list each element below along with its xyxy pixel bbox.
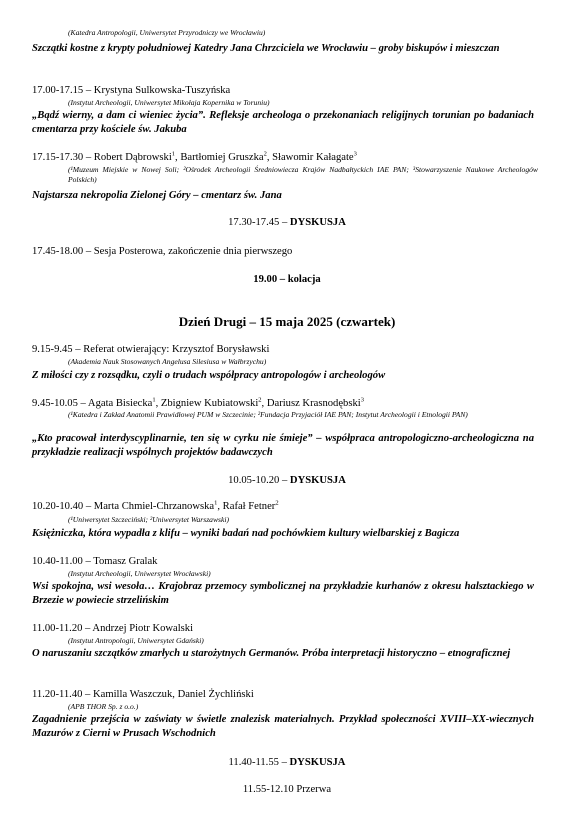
time-range: 10.05-10.20 – (228, 475, 290, 486)
time-range: 9.45-10.05 – (32, 398, 88, 409)
author: Agata Bisiecka (87, 398, 153, 409)
affiliation: (¹Katedra i Zakład Anatomii Prawidłowej PUM w Szczecinie; ²Fundacja Przyjaciół IAE PAN; Instytut Archeologii i Etnologii PAN) (68, 410, 468, 419)
author: , Dariusz Krasnodębski (261, 398, 361, 409)
day-heading: Dzień Drugi – 15 maja 2025 (czwartek) (178, 314, 396, 329)
author: Tomasz Gralak (93, 556, 158, 567)
talk-line (32, 500, 279, 513)
discussion-line (0, 756, 574, 769)
author-ref: 1 (214, 499, 218, 507)
talk-line (32, 343, 269, 356)
author: Krystyna Sulkowska-Tuszyńska (93, 85, 231, 96)
talk-title: Szczątki kostne z krypty południowej Katedry Jana Chrzciciela we Wrocławiu – groby biskupów i mieszczan (32, 43, 500, 54)
time-range: 17.30-17.45 – (228, 217, 290, 228)
talk-line (32, 84, 230, 97)
time-range: 17.15-17.30 – (32, 152, 94, 163)
time-range: 11.20-11.40 – (32, 689, 94, 700)
talk-title: Zagadnienie przejścia w zaświaty w świetle znalezisk materialnych. Przykład społeczności XVIII–XX-wiecznych Mazurów z Cierni w Prusach Wschodnich (32, 714, 534, 739)
author-ref: 2 (275, 499, 279, 507)
talk-title: O naruszaniu szczątków zmarłych u starożytnych Germanów. Próba interpretacji historyczno – etnograficznej (32, 648, 511, 659)
time-range: 10.20-10.40 – (32, 501, 94, 512)
affiliation: (¹Uniwersytet Szczeciński; ²Uniwersytet Warszawski) (68, 515, 229, 524)
talk-title: Z miłości czy z rozsądku, czyli o trudach współpracy antropologów i archeologów (32, 370, 386, 381)
talk-line (32, 688, 254, 701)
discussion-label: DYSKUSJA (289, 757, 346, 768)
discussion-line (0, 474, 574, 487)
time-range: 10.40-11.00 – (32, 556, 94, 567)
author-ref: 3 (360, 396, 364, 404)
author: Kamilla Waszczuk, Daniel Żychliński (93, 689, 254, 700)
time-range: 11.40-11.55 – (228, 757, 290, 768)
author-ref: 1 (171, 150, 176, 158)
affiliation: (APB THOR Sp. z o.o.) (68, 702, 139, 711)
affiliation: (Instytut Archeologii, Uniwersytet Mikołaja Kopernika w Toruniu) (68, 98, 270, 107)
affiliation: (Akademia Nauk Stosowanych Angelusa Silesiusa w Wałbrzychu) (68, 357, 267, 366)
author: , Bartłomiej Gruszka (175, 152, 264, 163)
affiliation: (Instytut Antropologii, Uniwersytet Gdański) (68, 636, 204, 645)
break-line: 11.55-12.10 Przerwa (242, 784, 332, 795)
time-range: 11.00-11.20 – (32, 623, 93, 634)
affiliation: (Katedra Antropologii, Uniwersytet Przyrodniczy we Wrocławiu) (68, 28, 266, 37)
author: Andrzej Piotr Kowalski (92, 623, 194, 634)
affiliation: (Instytut Archeologii, Uniwersytet Wrocławski) (68, 569, 211, 578)
author: Referat otwierający: Krzysztof Borysławski (83, 344, 270, 355)
talk-title: Najstarsza nekropolia Zielonej Góry – cmentarz św. Jana (32, 190, 282, 201)
author-ref: 2 (258, 396, 262, 404)
author: , Sławomir Kałagate (266, 152, 354, 163)
talk-title: „Kto pracował interdyscyplinarnie, ten się w cyrku nie śmieje” – współpraca antropologiczno-archeologiczna na przykładzie realizacji wspólnych projektów badawczych (32, 433, 534, 458)
talk-title: „Bądź wierny, a dam ci wieniec życia”. Refleksje archeologa o przekonaniach religijnych torunian po badaniach cmentarza przy kościele św. Jakuba (32, 110, 534, 135)
author: , Zbigniew Kubiatowski (155, 398, 259, 409)
talk-title: Wsi spokojna, wsi wesoła… Krajobraz przemocy symbolicznej na przykładzie kurhanów z okresu halsztackiego w Brzezie w powiecie strzelińskim (32, 581, 534, 606)
talk-line (32, 151, 357, 164)
author: , Rafał Fetner (217, 501, 276, 512)
author-ref: 3 (353, 150, 357, 158)
discussion-label: DYSKUSJA (289, 217, 346, 228)
dinner-line: 19.00 – kolacja (253, 274, 321, 285)
talk-line (32, 555, 157, 568)
time-range: 9.15-9.45 – (32, 344, 84, 355)
author: Marta Chmiel-Chrzanowska (93, 501, 215, 512)
talk-line (32, 622, 193, 635)
talk-line (32, 397, 364, 410)
talk-title: Księżniczka, która wypadła z klifu – wyniki badań nad pochówkiem kultury wielbarskiej z Bagicza (32, 528, 460, 539)
poster-session-line: 17.45-18.00 – Sesja Posterowa, zakończenie dnia pierwszego (32, 246, 293, 257)
time-range: 17.00-17.15 – (32, 85, 94, 96)
author-ref: 1 (152, 396, 156, 404)
affiliation: (¹Muzeum Miejskie w Nowej Soli; ²Ośrodek Archeologii Średniowiecza Krajów Nadbałtyckich IAE PAN; ³Stowarzyszenie Naukowe Archeologów Polskich) (68, 165, 538, 184)
discussion-line (0, 216, 574, 229)
discussion-label: DYSKUSJA (289, 475, 346, 486)
author-ref: 2 (263, 150, 267, 158)
author: Robert Dąbrowski (93, 152, 172, 163)
